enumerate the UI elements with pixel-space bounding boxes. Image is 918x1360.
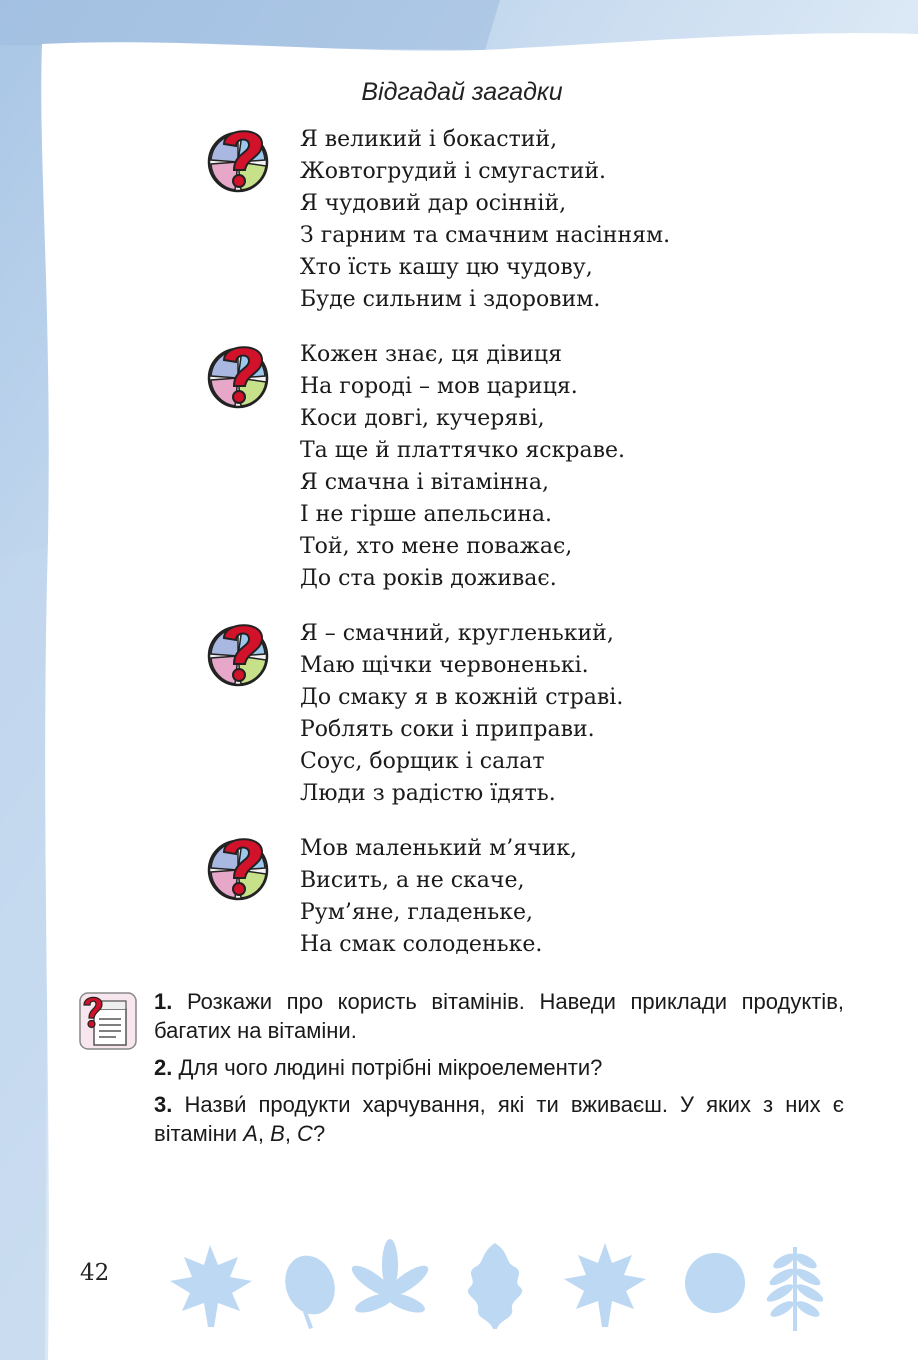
task-text: Для чого людині потрібні мікроелементи? [178,1055,603,1080]
task-text: Розкажи про користь вітамінів. Наведи приклади продуктів, багатих на вітаміни. [154,989,844,1043]
task-number: 1. [154,989,173,1014]
vitamin-b: В [270,1121,285,1146]
riddle-line: І не гірше апельсина. [300,502,552,527]
riddle-line: Той, хто мене поважає, [300,534,573,559]
maple-leaf-icon [170,1245,252,1327]
riddle-line: Соус, борщик і салат [300,749,545,774]
task-3 [154,1090,844,1148]
riddle-line: Я чудовий дар осінній, [300,191,567,216]
leaves-decoration [160,1235,860,1335]
chestnut-leaf-icon [348,1239,432,1316]
task-list [154,987,844,1156]
question-puzzle-icon [207,124,275,194]
question-puzzle-icon [207,832,275,902]
task-1 [154,987,844,1045]
task-number: 2. [154,1055,173,1080]
riddle-line: На смак солоденьке. [300,932,543,957]
riddle-line: Та ще й платтячко яскраве. [300,438,625,463]
riddle-line: Коси довгі, кучеряві, [300,406,545,431]
riddle-2 [300,339,625,595]
riddle-1 [300,124,670,316]
riddle-line: Мов маленький м’ячик, [300,836,578,861]
riddle-line: Буде сильним і здоровим. [300,287,601,312]
question-mark: ? [312,1121,326,1146]
vitamin-a: А [243,1121,258,1146]
riddle-line: Люди з радістю їдять. [300,781,556,806]
riddle-line: З гарним та смачним насінням. [300,223,671,248]
page-number: 42 [80,1260,110,1286]
riddle-line: Рум’яне, гладеньке, [300,900,533,925]
riddle-line: Я смачна і вітамінна, [300,470,549,495]
task-text: Назви́ продукти харчування, які ти вживаєш. У яких з них є вітаміни [154,1092,844,1146]
riddle-line: Роблять соки і приправи. [300,717,595,742]
riddle-line: Хто їсть кашу цю чудову, [300,255,593,280]
question-document-icon [78,991,140,1053]
riddle-line: Висить, а не скаче, [300,868,525,893]
separator: , [257,1121,271,1146]
oval-leaf-icon [277,1249,343,1330]
separator: , [284,1121,298,1146]
page-title: Відгадай загадки [361,78,563,106]
task-number: 3. [154,1092,173,1117]
riddle-line: До ста років доживає. [300,566,557,591]
round-leaf-icon [685,1253,745,1313]
maple-leaf-icon [564,1243,646,1327]
fern-leaf-icon [765,1247,826,1331]
riddle-3 [300,618,623,810]
question-puzzle-icon [207,618,275,688]
question-puzzle-icon [207,340,275,410]
oak-leaf-icon [468,1243,522,1329]
riddle-line: Я – смачний, кругленький, [300,621,614,646]
riddle-line: Кожен знає, ця дівиця [300,342,562,367]
riddle-line: На городі – мов цариця. [300,374,578,399]
riddle-4 [300,833,577,961]
task-2 [154,1053,844,1082]
riddle-line: Я великий і бокастий, [300,127,558,152]
riddle-line: До смаку я в кожній страві. [300,685,624,710]
riddle-line: Жовтогрудий і смугастий. [300,159,607,184]
riddle-line: Маю щічки червоненькі. [300,653,589,678]
vitamin-c: С [297,1121,313,1146]
